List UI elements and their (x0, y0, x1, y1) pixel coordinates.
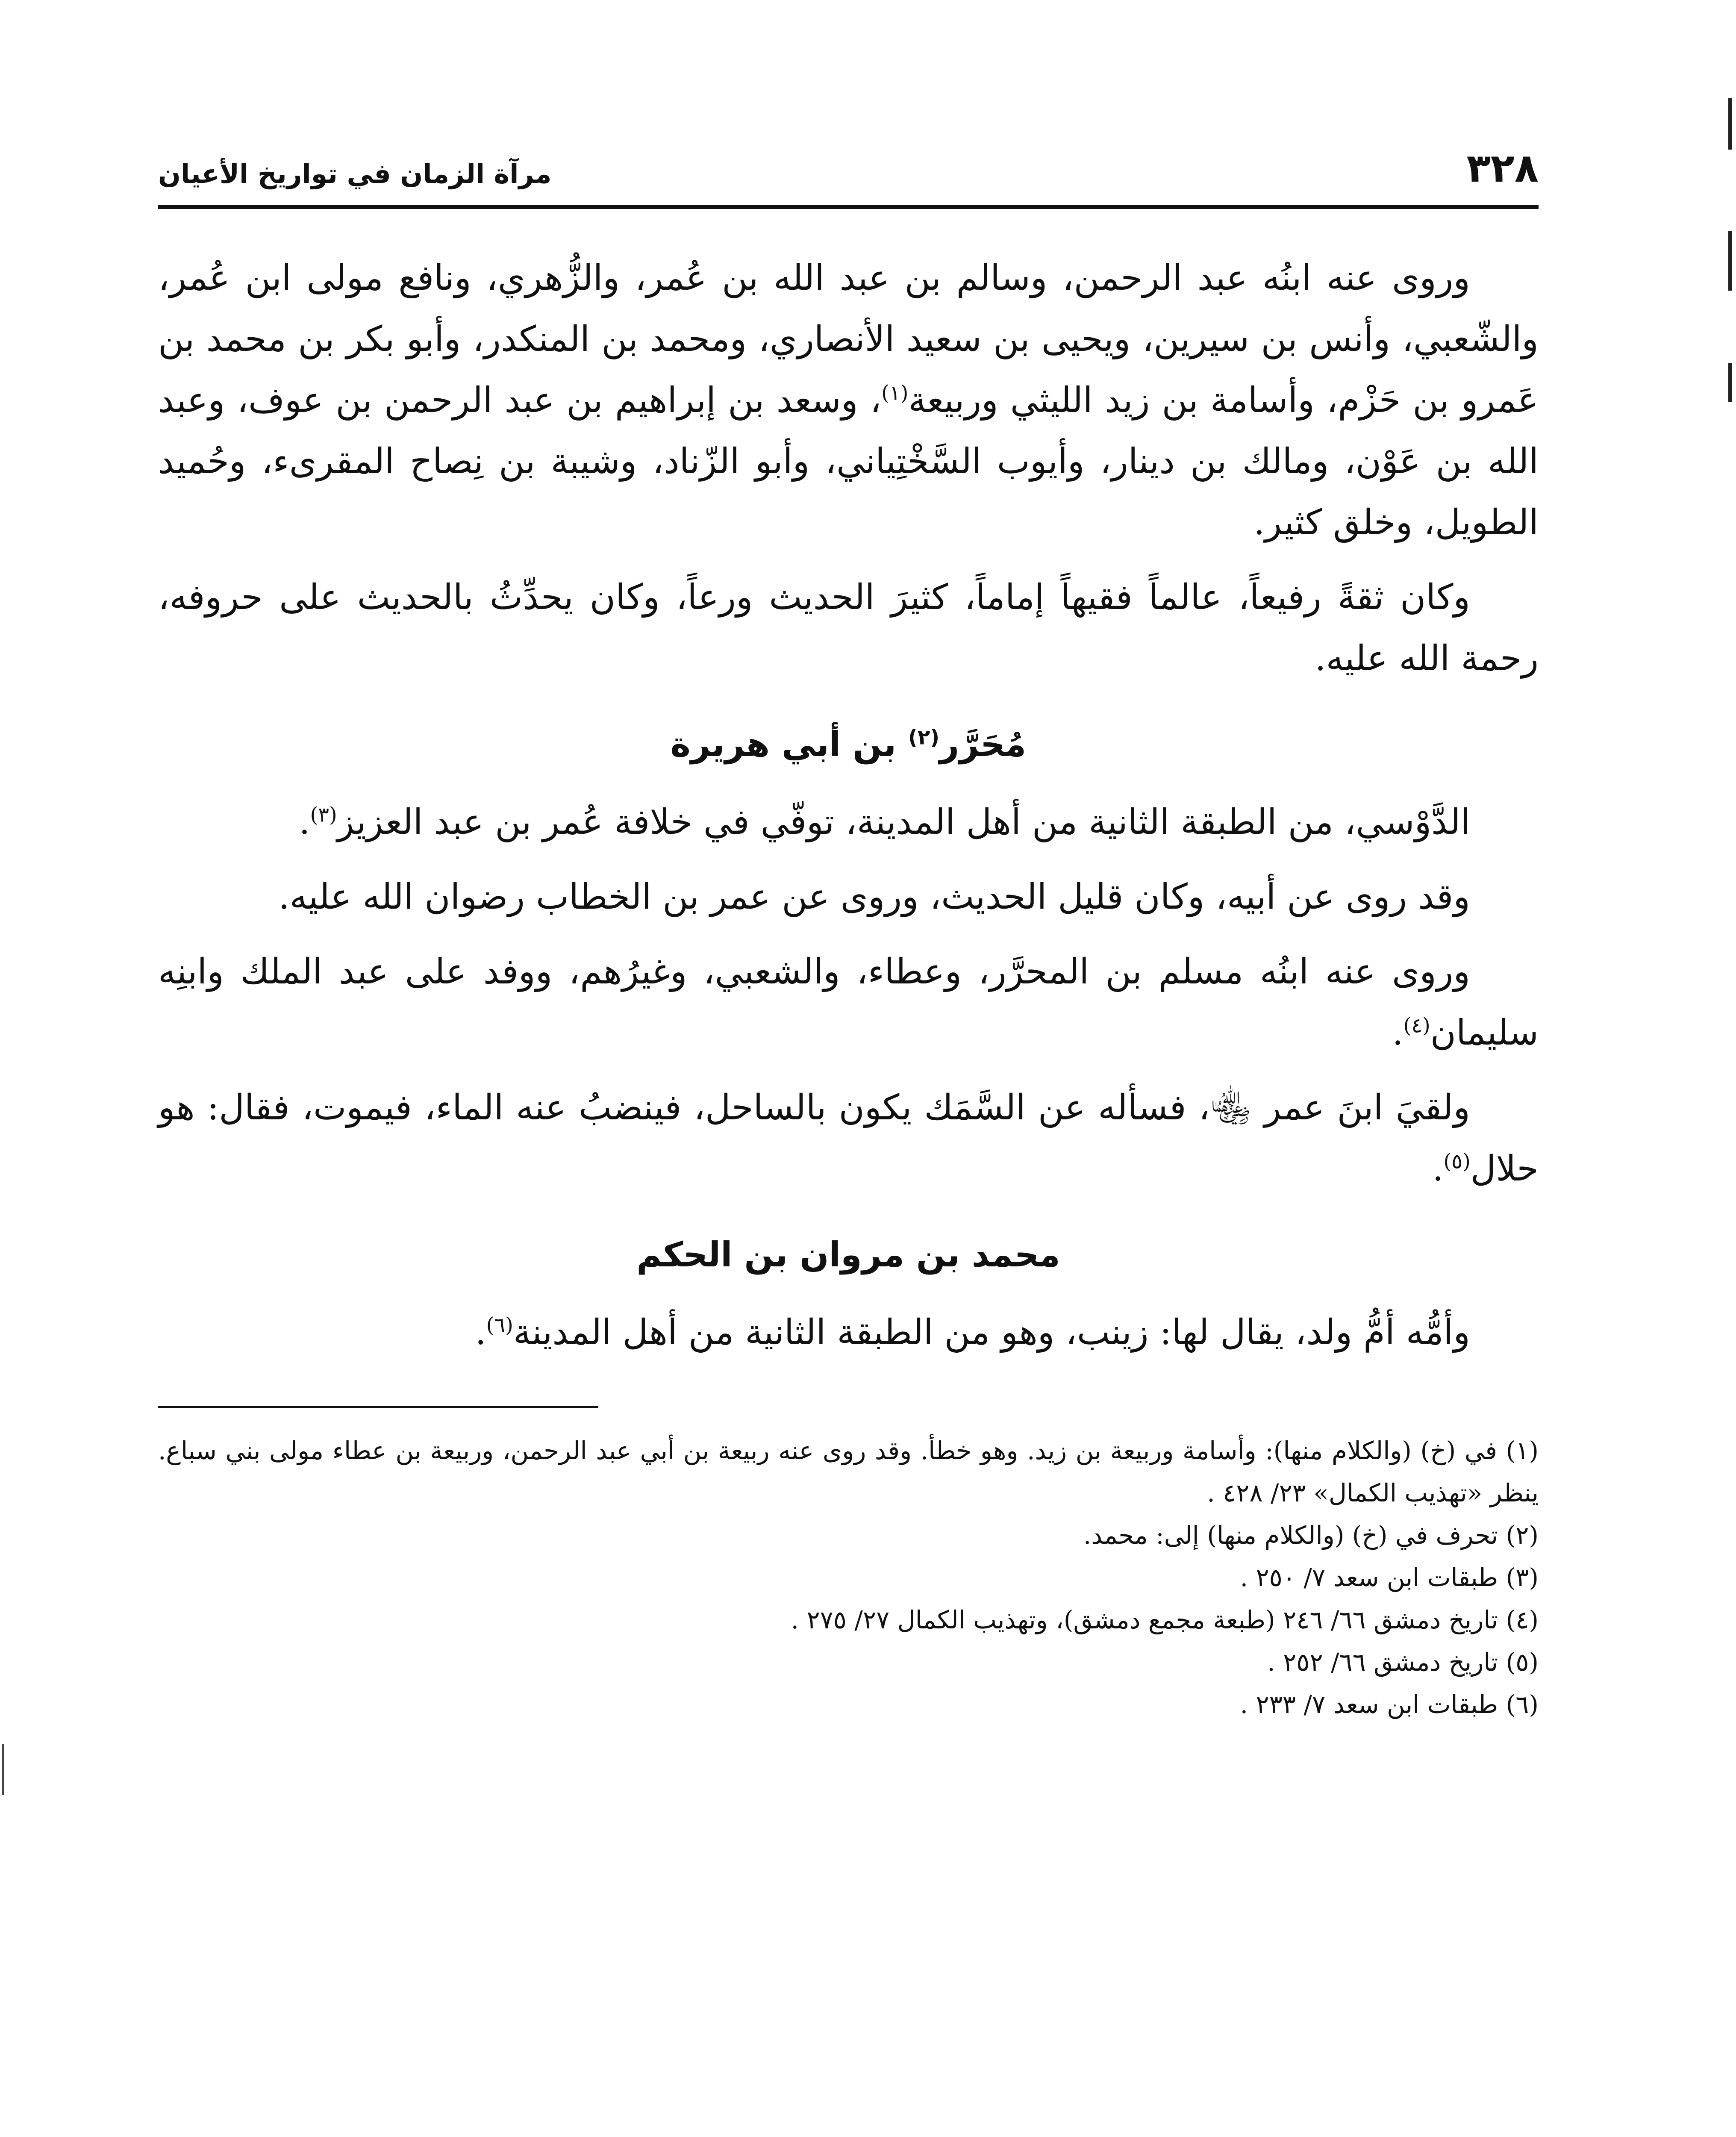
paragraph-text: . (475, 1312, 486, 1353)
footnote-3: (٣) طبقات ابن سعد ٧/ ٢٥٠ . (1240, 1563, 1539, 1592)
book-title: مرآة الزمان في تواريخ الأعيان (158, 158, 552, 189)
footnote-ref[interactable]: (٦) (486, 1313, 513, 1337)
section-heading-muharrar (158, 715, 1539, 774)
paragraph-text: وروى عنه ابنُه مسلم بن المحرَّر، وعطاء، والشعبي، وغيرُهم، ووفد على عبد الملك وابنِه سليمان (158, 951, 1539, 1053)
footnote-ref[interactable]: (٢) (908, 725, 940, 750)
footnote-ref[interactable]: (٥) (1443, 1149, 1471, 1174)
paragraph-text: . (1392, 1013, 1404, 1053)
scan-edge-mark (1728, 98, 1732, 150)
section-heading-muhammad: محمد بن مروان بن الحكم (636, 1235, 1060, 1275)
paragraph-riwaya: وقد روى عن أبيه، وكان قليل الحديث، وروى عن عمر بن الخطاب رضوان الله عليه. (278, 877, 1470, 917)
running-header (158, 141, 1539, 209)
paragraph-students (158, 941, 1539, 1063)
paragraph-character: وكان ثقةً رفيعاً، عالماً فقيهاً إماماً، كثيرَ الحديث ورعاً، وكان يحدِّثُ بالحديث على حروفه، رحمة الله عليه. (158, 577, 1539, 679)
footnote-2: (٢) تحرف في (خ) (والكلام منها) إلى: محمد. (1083, 1521, 1539, 1550)
paragraph-narrators (158, 247, 1539, 553)
page-number: ٣٢٨ (1466, 145, 1539, 191)
paragraph-text: ولقيَ ابنَ عمر ﵄، فسأله عن السَّمَك يكون بالساحل، فينضبُ عنه الماء، فيموت، فقال: هو حلال (158, 1087, 1539, 1189)
footnote-1: (١) في (خ) (والكلام منها): وأسامة وربيعة بن زيد. وهو خطأ. وقد روى عنه ربيعة بن أبي عبد الرحمن، وربيعة بن عطاء مولى بني سباع. ينظر «تهذيب الكمال» ٢٣/ ٤٢٨ . (158, 1436, 1539, 1507)
paragraph-mother (158, 1302, 1539, 1363)
paragraph-text: ، وسعد بن إبراهيم بن عبد الرحمن بن عوف، وعبد الله بن عَوْن، ومالك بن دينار، وأيوب السَّخْتِياني، وأبو الزّناد، وشيبة بن نِصاح المقرىء، وحُميد الطويل، وخلق كثير. (158, 380, 1539, 543)
paragraph-text: . (299, 802, 310, 842)
footnote-divider (158, 1406, 598, 1408)
main-text (158, 247, 1539, 1363)
footnote-5: (٥) تاريخ دمشق ٦٦/ ٢٥٢ . (1267, 1648, 1539, 1677)
footnote-6: (٦) طبقات ابن سعد ٧/ ٢٣٣ . (1240, 1690, 1539, 1719)
paragraph-ibn-umar (158, 1077, 1539, 1199)
scan-edge-mark (1728, 231, 1732, 291)
footnote-ref[interactable]: (٤) (1403, 1013, 1430, 1038)
footnote-ref[interactable]: (١) (881, 381, 909, 405)
heading-text: بن أبي هريرة (670, 724, 909, 764)
paragraph-dawsi (158, 792, 1539, 853)
heading-text: مُحَرَّر (939, 724, 1027, 764)
paragraph-text: وأمُّه أمُّ ولد، يقال لها: زينب، وهو من الطبقة الثانية من أهل المدينة (513, 1312, 1470, 1353)
paragraph-text: . (1432, 1148, 1444, 1189)
scan-edge-mark (1728, 363, 1732, 402)
paragraph-text: الدَّوْسي، من الطبقة الثانية من أهل المدينة، توفّي في خلافة عُمر بن عبد العزيز (337, 802, 1470, 842)
paragraph-text: وروى عنه ابنُه عبد الرحمن، وسالم بن عبد الله بن عُمر، والزُّهري، ونافع مولى ابن عُمر، والشّعبي، وأنس بن سيرين، ويحيى بن سعيد الأنصاري، ومحمد بن المنكدر، وأبو بكر بن محمد بن عَمرو بن حَزْم، وأسامة بن زيد الليثي وربيعة (158, 258, 1539, 421)
footnotes (158, 1430, 1539, 1726)
scan-edge-mark (2, 1744, 4, 1795)
footnote-4: (٤) تاريخ دمشق ٦٦/ ٢٤٦ (طبعة مجمع دمشق)، وتهذيب الكمال ٢٧/ ٢٧٥ . (791, 1605, 1539, 1634)
footnote-ref[interactable]: (٣) (310, 803, 337, 827)
book-page (158, 141, 1539, 2137)
